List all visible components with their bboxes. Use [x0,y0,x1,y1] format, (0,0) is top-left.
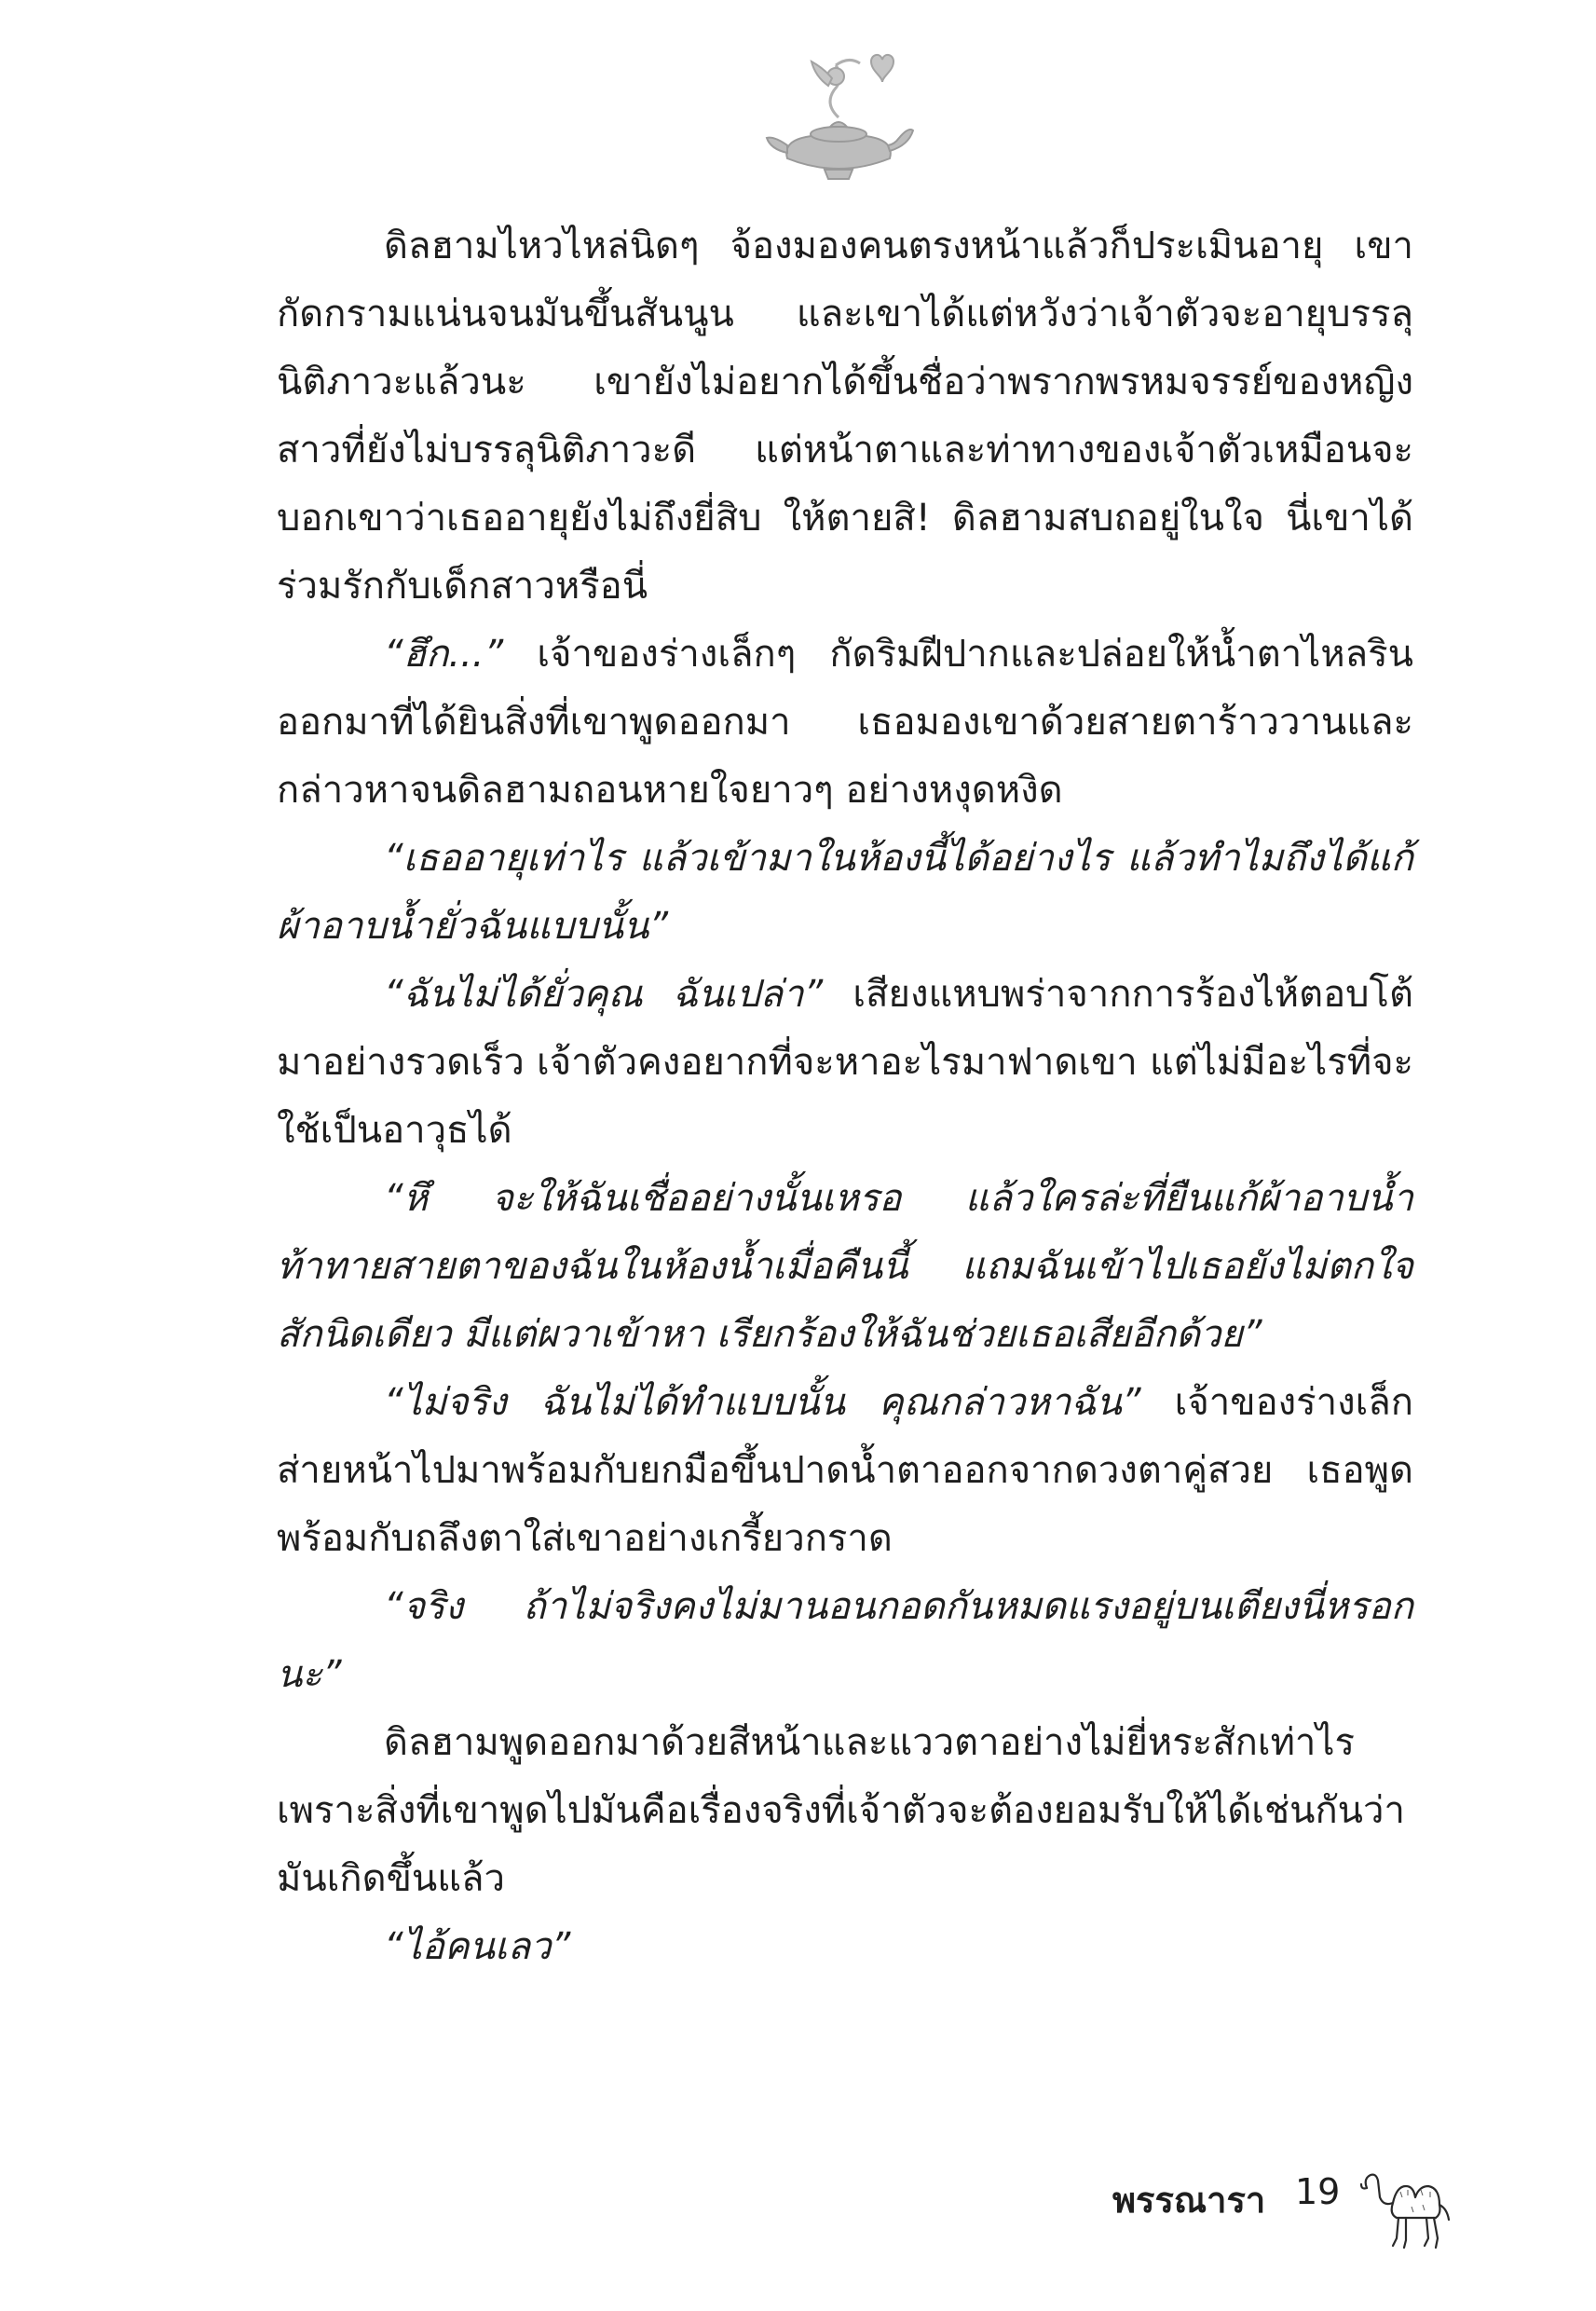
magic-lamp-icon [759,48,918,188]
paragraph: ดิลฮามไหวไหล่นิดๆ จ้องมองคนตรงหน้าแล้วก็ประเมินอายุ เขากัดกรามแน่นจนมันขึ้นสันนูน และเขาได้แต่หวังว่าเจ้าตัวจะอายุบรรลุนิติภาวะแล้วนะ เขายังไม่อยากได้ขึ้นชื่อว่าพรากพรหมจรรย์ของหญิงสาวที่ยังไม่บรรลุนิติภาวะดี แต่หน้าตาและท่าทางของเจ้าตัวเหมือนจะบอกเขาว่าเธออายุยังไม่ถึงยี่สิบ ให้ตายสิ! ดิลฮามสบถอยู่ในใจ นี่เขาได้ร่วมรักกับเด็กสาวหรือนี่ [277,225,1413,608]
body-text [277,212,1413,1981]
narration: เจ้าของร่างเล็กๆ กัดริมฝีปากและปล่อยให้น้ำตาไหลรินออกมาที่ได้ยินสิ่งที่เขาพูดออกมา เธอมองเขาด้วยสายตาร้าววานและกล่าวหาจนดิลฮามถอนหายใจยาวๆ อย่างหงุดหงิด [277,633,1413,812]
book-title: พรรณารา [1112,2180,1266,2221]
paragraph [277,621,1413,825]
page-footer [1071,2160,1463,2263]
page-number: 19 [1295,2171,1341,2212]
narration: เจ้าของร่างเล็กส่ายหน้าไปมาพร้อมกับยกมือขึ้นปาดน้ำตาออกจากดวงตาคู่สวย เธอพูดพร้อมกับถลึงตาใส่เขาอย่างเกรี้ยวกราด [277,1381,1413,1560]
paragraph [277,961,1413,1165]
dialogue-italic: “ฮึก...” [384,633,504,676]
dialogue-paragraph: “จริง ถ้าไม่จริงคงไม่มานอนกอดกันหมดแรงอยู่บนเตียงนี่หรอกนะ” [277,1585,1413,1696]
dialogue-italic: “ฉันไม่ได้ยั่วคุณ ฉันเปล่า” [384,973,824,1016]
paragraph [277,1369,1413,1573]
paragraph: ดิลฮามพูดออกมาด้วยสีหน้าและแววตาอย่างไม่ยี่หระสักเท่าไรเพราะสิ่งที่เขาพูดไปมันคือเรื่องจริงที่เจ้าตัวจะต้องยอมรับให้ได้เช่นกันว่ามันเกิดขึ้นแล้ว [277,1721,1405,1900]
dialogue-italic: “ไม่จริง ฉันไม่ได้ทำแบบนั้น คุณกล่าวหาฉัน” [384,1381,1141,1424]
camel-icon [1356,2160,1458,2253]
dialogue-paragraph: “เธออายุเท่าไร แล้วเข้ามาในห้องนี้ได้อย่างไร แล้วทำไมถึงได้แก้ผ้าอาบน้ำยั่วฉันแบบนั้น” [277,837,1413,948]
dialogue-paragraph: “หึ จะให้ฉันเชื่ออย่างนั้นเหรอ แล้วใครล่ะที่ยืนแก้ผ้าอาบน้ำท้าทายสายตาของฉันในห้องน้ำเมื่อคืนนี้ แถมฉันเข้าไปเธอยังไม่ตกใจสักนิดเดียว มีแต่ผวาเข้าหา เรียกร้องให้ฉันช่วยเธอเสียอีกด้วย” [277,1177,1413,1356]
narration: เสียงแหบพร่าจากการร้องไห้ตอบโต้มาอย่างรวดเร็ว เจ้าตัวคงอยากที่จะหาอะไรมาฟาดเขา แต่ไม่มีอะไรที่จะใช้เป็นอาวุธได้ [277,973,1413,1152]
dialogue-paragraph: “ไอ้คนเลว” [384,1925,571,1968]
